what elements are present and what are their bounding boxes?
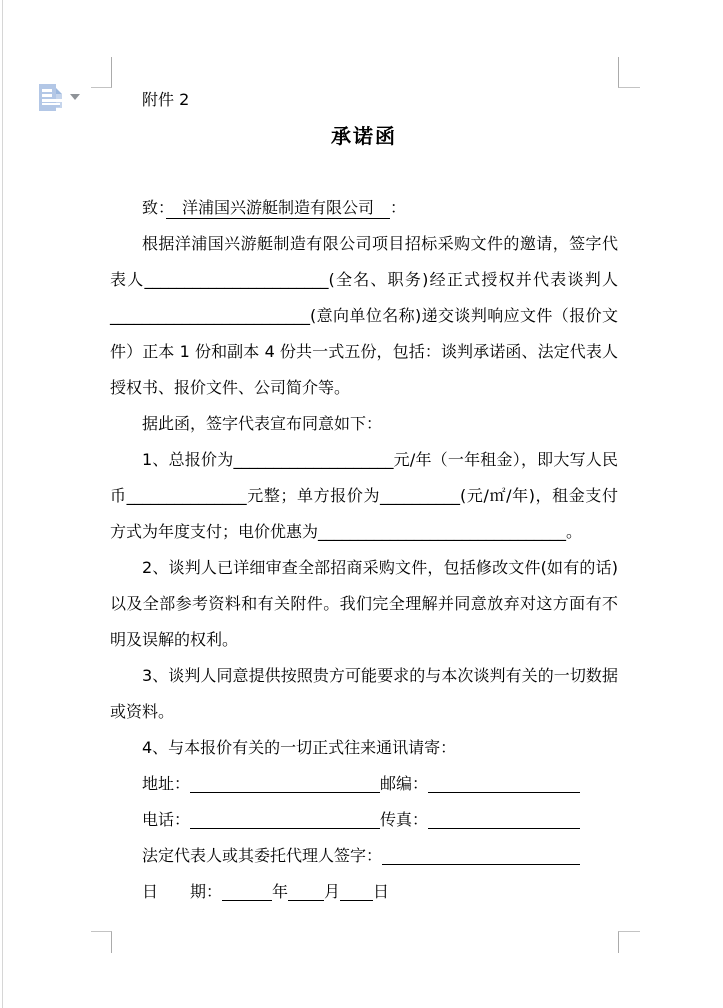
contact-row-address [110, 766, 618, 802]
numbered-item-2: 2、谈判人已详细审查全部招商采购文件，包括修改文件(如有的话)以及全部参考资料和有关附件。我们完全理解并同意放弃对这方面有不明及误解的权利。 [110, 558, 618, 649]
salutation-prefix: 致： [142, 198, 167, 217]
recipient-name: 洋浦国兴游艇制造有限公司 [166, 198, 391, 217]
postcode-label: 邮编： [380, 774, 429, 793]
address-label: 地址： [142, 774, 191, 793]
date-label: 日 期： [142, 882, 223, 901]
agreement-lead: 据此函，签字代表宣布同意如下： [142, 414, 383, 433]
contact-row-phone [110, 802, 618, 838]
salutation-line [110, 190, 618, 226]
intro-paragraph: 根据洋浦国兴游艇制造有限公司项目招标采购文件的邀请，签字代表人_______________________(全名、职务)经正式授权并代表谈判人_________________________(意向单位名称)递交谈判响应文件（报价文件）正本 1 份和副本 4 份共一式五份，包括：谈判承诺函、法定代表人授权书、报价文件、公司简介等。 [110, 234, 618, 397]
date-day-blank[interactable] [340, 884, 373, 901]
text-boundary-mark-bottom-right [618, 931, 640, 953]
text-boundary-mark-top-left [91, 57, 112, 88]
date-row [110, 874, 618, 910]
paste-options-button[interactable] [39, 82, 81, 112]
year-suffix: 年 [272, 882, 289, 901]
blank-line [110, 154, 618, 190]
signature-label: 法定代表人或其委托代理人签字： [142, 846, 383, 865]
salutation-suffix: ： [390, 198, 407, 217]
numbered-item-3: 3、谈判人同意提供按照贵方可能要求的与本次谈判有关的一切数据或资料。 [110, 666, 618, 721]
date-month-blank[interactable] [288, 884, 324, 901]
fax-label: 传真： [380, 810, 429, 829]
date-year-blank[interactable] [222, 884, 272, 901]
dropdown-arrow-icon[interactable] [70, 94, 80, 100]
document-text-body[interactable] [110, 82, 618, 910]
text-boundary-mark-bottom-left [91, 931, 112, 953]
phone-blank[interactable] [190, 812, 380, 829]
postcode-blank[interactable] [428, 776, 580, 793]
month-suffix: 月 [324, 882, 341, 901]
address-blank[interactable] [190, 776, 380, 793]
fax-blank[interactable] [428, 812, 580, 829]
phone-label: 电话： [142, 810, 191, 829]
attachment-label: 附件 2 [142, 90, 190, 109]
numbered-item-1: 1、总报价为____________________元/年（一年租金），即大写人民币_______________元整；单方报价为__________(元/㎡/年)，租金支付方式为年度支付；电价优惠为_______________________________。 [110, 450, 618, 541]
text-boundary-mark-top-right [618, 57, 640, 88]
page-edge-line [2, 0, 3, 1008]
page-title: 承诺函 [331, 124, 397, 148]
signature-row [110, 838, 618, 874]
signature-blank[interactable] [382, 848, 580, 865]
paste-options-icon [39, 84, 63, 111]
numbered-item-4: 4、与本报价有关的一切正式往来通讯请寄： [142, 738, 457, 757]
day-suffix: 日 [373, 882, 390, 901]
